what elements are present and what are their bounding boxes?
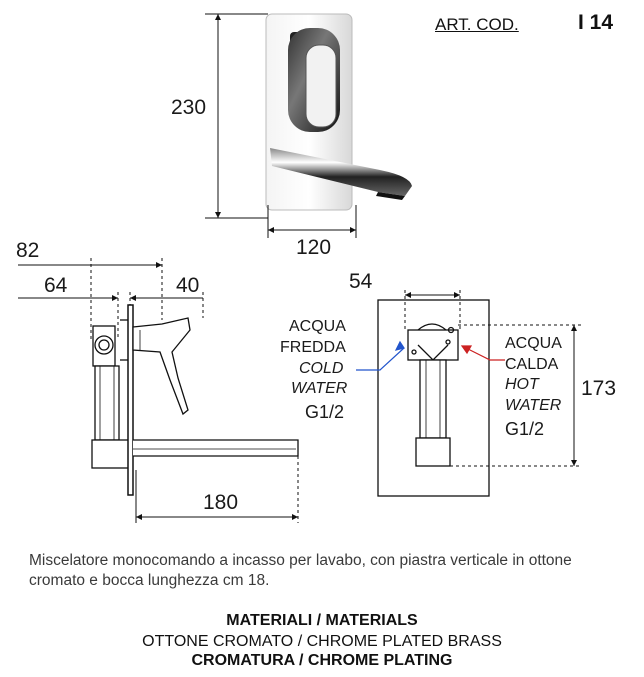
hot-label-hot: HOT xyxy=(505,376,539,393)
art-cod-label: ART. COD. xyxy=(435,15,519,34)
cold-label-water: WATER xyxy=(291,380,348,397)
dim-230-line xyxy=(205,14,268,218)
materials-line2: CROMATURA / CHROME PLATING xyxy=(191,652,453,669)
section-view xyxy=(378,290,582,496)
dim-64: 64 xyxy=(44,274,68,297)
dim-40: 40 xyxy=(176,274,200,297)
cold-label-g12: G1/2 xyxy=(305,402,345,422)
product-description: Miscelatore monocomando a incasso per lavabo, con piastra verticale in ottone cromato e bocca lunghezza cm 18. xyxy=(29,552,572,589)
cold-label-fredda: FREDDA xyxy=(280,339,346,356)
hot-label-water: WATER xyxy=(505,397,562,414)
dim-180: 180 xyxy=(203,491,239,514)
dim-173: 173 xyxy=(581,377,617,400)
hot-label-acqua: ACQUA xyxy=(505,335,562,352)
cold-label-acqua: ACQUA xyxy=(289,318,346,335)
dim-230: 230 xyxy=(171,96,207,119)
materials-line1: OTTONE CROMATO / CHROME PLATED BRASS xyxy=(142,633,502,650)
dim-54: 54 xyxy=(349,270,373,293)
product-code: I 14 xyxy=(578,11,614,34)
cold-label-cold: COLD xyxy=(299,360,344,377)
dim-120: 120 xyxy=(296,236,332,259)
product-render xyxy=(266,14,412,210)
materials-title: MATERIALI / MATERIALS xyxy=(226,612,418,629)
hot-label-calda: CALDA xyxy=(505,356,559,373)
dim-82: 82 xyxy=(16,239,40,262)
hot-label-g12: G1/2 xyxy=(505,419,545,439)
